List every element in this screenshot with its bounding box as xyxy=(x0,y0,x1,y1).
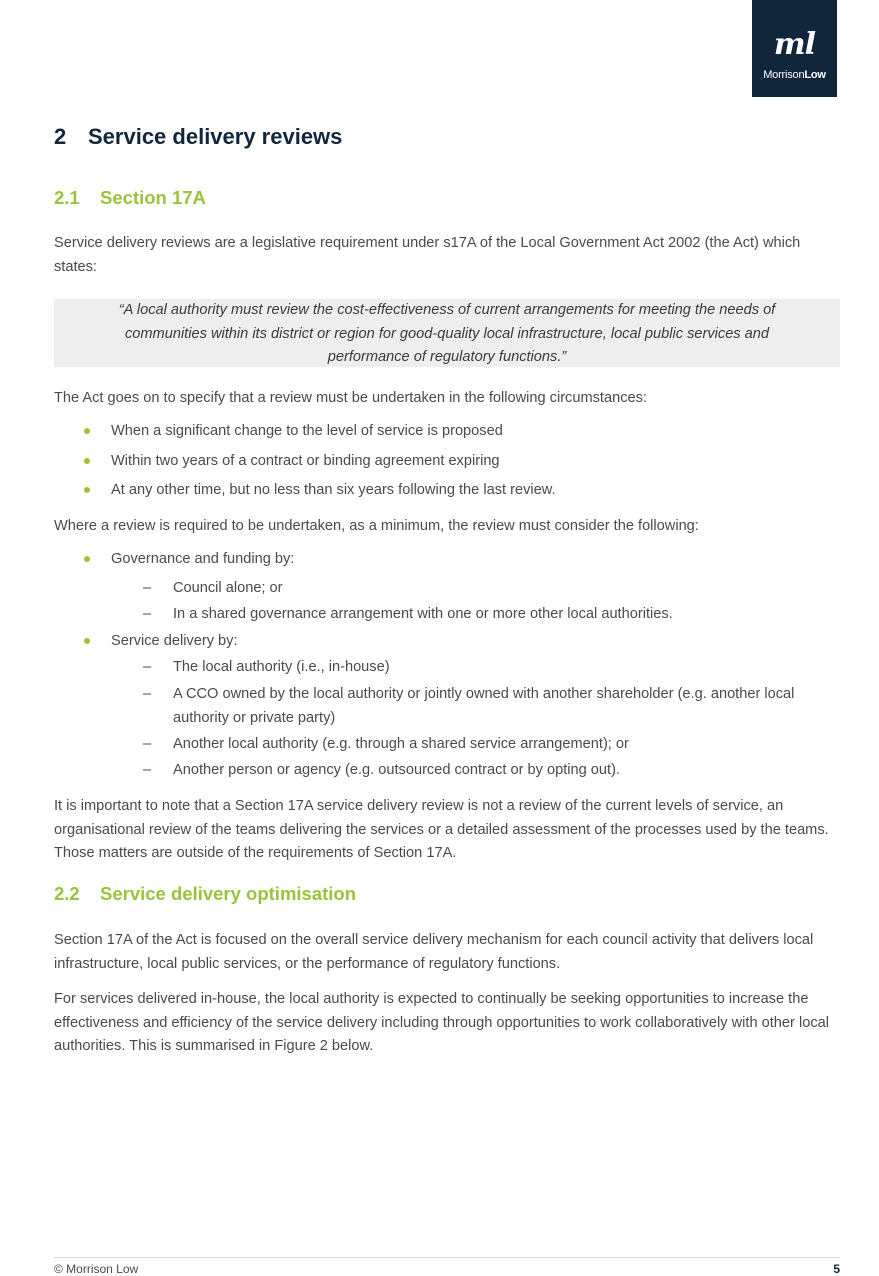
bullet-icon xyxy=(84,458,90,464)
intro-paragraph: Service delivery reviews are a legislative requirement under s17A of the Local Government Act 2002 (the Act) which states: xyxy=(54,235,801,275)
bullet-icon xyxy=(84,487,90,493)
sub-list-item-text: The local authority (i.e., in-house) xyxy=(173,659,390,675)
dash-icon: – xyxy=(143,736,152,752)
optimisation-paragraph-1: Section 17A of the Act is focused on the overall service delivery mechanism for each council activity that delivers local infrastructure, local public services, or the performance of regulatory functions. xyxy=(54,932,814,972)
section-number: 2.1 xyxy=(54,187,80,208)
bullet-icon xyxy=(84,556,90,562)
section-title: Section 17A xyxy=(100,187,206,208)
dash-icon: – xyxy=(143,580,152,596)
sub-list-item-text: A CCO owned by the local authority or jointly owned with another shareholder (e.g. another local authority or private party) xyxy=(173,686,795,726)
sub-list-item-text: Another local authority (e.g. through a shared service arrangement); or xyxy=(173,736,629,752)
list-item-text: Within two years of a contract or binding agreement expiring xyxy=(111,453,500,469)
dash-icon: – xyxy=(143,659,152,675)
logo-mark: ml xyxy=(773,27,816,62)
dash-icon: – xyxy=(143,606,152,622)
section-heading-17a xyxy=(54,187,206,209)
logo-name-part1: Morrison xyxy=(763,69,805,81)
sub-list-item-text: Another person or agency (e.g. outsourced contract or by opting out). xyxy=(173,762,620,778)
page-number: 5 xyxy=(833,1262,840,1276)
section-heading-optimisation xyxy=(54,883,356,905)
scope-note-paragraph: It is important to note that a Section 17A service delivery review is not a review of the current levels of service, an organisational review of the teams delivering the services or a detailed assessment of the processes used by the teams. Those matters are outside of the requirements of Section 17A. xyxy=(54,798,829,861)
footer-copyright: © Morrison Low xyxy=(54,1262,139,1276)
logo-name-part2: Low xyxy=(804,69,826,81)
circumstances-intro: The Act goes on to specify that a review must be undertaken in the following circumstances: xyxy=(54,390,647,406)
list-item-text: When a significant change to the level of service is proposed xyxy=(111,423,503,439)
sub-list-item-text: Council alone; or xyxy=(173,580,283,596)
optimisation-paragraph-2: For services delivered in-house, the local authority is expected to continually be seeking opportunities to increase the effectiveness and efficiency of the service delivery including through opportunities to work collaboratively with other local authorities. This is summarised in Figure 2 below. xyxy=(54,991,829,1054)
page-title xyxy=(54,124,342,150)
bullet-icon xyxy=(84,638,90,644)
footer-divider xyxy=(54,1257,840,1258)
list-item-text: At any other time, but no less than six years following the last review. xyxy=(111,482,556,498)
quote-line: communities within its district or region for good-quality local infrastructure, local public services and xyxy=(124,325,770,342)
minimum-intro: Where a review is required to be undertaken, as a minimum, the review must consider the following: xyxy=(54,518,699,534)
sub-list-item-text: In a shared governance arrangement with one or more other local authorities. xyxy=(173,606,673,622)
page-title-number: 2 xyxy=(54,124,67,149)
quote-line: performance of regulatory functions.” xyxy=(327,349,567,365)
dash-icon: – xyxy=(143,762,152,778)
legislation-quote xyxy=(54,299,840,367)
dash-icon: – xyxy=(143,686,152,702)
section-title: Service delivery optimisation xyxy=(100,883,357,904)
quote-line: “A local authority must review the cost-effectiveness of current arrangements for meeting the needs of xyxy=(118,302,776,318)
list-item-text: Governance and funding by: xyxy=(111,551,295,567)
section-number: 2.2 xyxy=(54,883,80,904)
list-item-text: Service delivery by: xyxy=(111,633,238,649)
page-title-text: Service delivery reviews xyxy=(88,124,343,149)
logo-wordmark xyxy=(752,68,837,82)
bullet-icon xyxy=(84,428,90,434)
company-logo xyxy=(752,0,837,97)
